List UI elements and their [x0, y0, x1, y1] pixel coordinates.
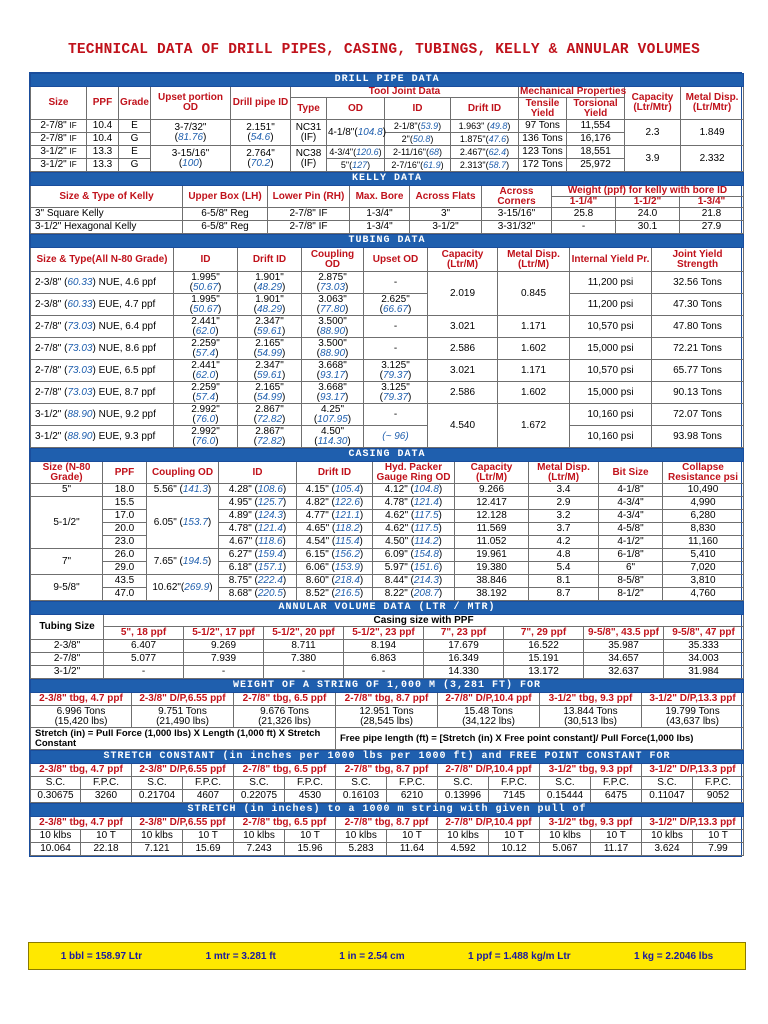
casing-band: CASING DATA [31, 449, 744, 462]
string-head: 2-3/8" D/P,6.55 ppf [132, 817, 234, 830]
annular-col-head: 9-5/8", 47 ppf [664, 627, 744, 640]
dp-h-capacity: Capacity (Ltr/Mtr) [625, 87, 681, 120]
string-head: 2-7/8" D/P,10.4 ppf [438, 817, 540, 830]
dp-h-pipe-id: Drill pipe ID [231, 87, 291, 120]
dp-h-tool-joint: Tool Joint Data [291, 87, 519, 98]
table-row: 3-1/2" - - - - 14.330 13.172 32.637 31.984 [31, 666, 744, 679]
weight-table: WEIGHT OF A STRING OF 1,000 M (3,281 FT) FOR 2-3/8" tbg, 4.7 ppf 2-3/8" D/P,6.55 ppf 2-7/8" tbg, 6.5 ppf 2-7/8" tbg, 8.7 ppf 2-7/8" D/P,10.4 ppf 3-1/2" tbg, 9.3 ppf 3-1/2" D/P,13.3 ppf 6.996 Tons (15,420 lbs) 9.751 Tons (21,490 lbs) 9.676 Tons (21,326 lbs) 12.951 Tons (28,545 lbs) 15.48 Tons (34,122 lbs) 13.844 Tons (30,513 lbs) 19.799 Tons (43,637 lbs) Stretch (in) = Pull Force (1,000 lbs) X Length (1,000 ft) X Stretch Constant Free pipe length (ft) = [Stretch (in) X Free point constant]/ Pull Force(1,000 lbs) [30, 679, 744, 750]
string-head: 2-7/8" tbg, 8.7 ppf [336, 693, 438, 706]
table-row: 47.0 8.68" (220.5) 8.52" (216.5) 8.22" (208.7) 38.192 8.7 8-1/2" 4,760 [31, 588, 744, 601]
table-row: 20.0 4.78" (121.4) 4.65" (118.2) 4.62" (117.5) 11.569 3.7 4-5/8" 8,830 [31, 523, 744, 536]
stretch-formula: Stretch (in) = Pull Force (1,000 lbs) X Length (1,000 ft) X Stretch Constant [31, 728, 336, 750]
table-row: 23.0 4.67" (118.6) 4.54" (115.4) 4.50" (114.2) 11.052 4.2 4-1/2" 11,160 [31, 536, 744, 549]
string-head: 2-7/8" tbg, 6.5 ppf [234, 817, 336, 830]
table-row: 3" Square Kelly 6-5/8" Reg 2-7/8" IF 1-3/4" 3" 3-15/16" 25.8 24.0 21.8 [31, 208, 744, 221]
free-point-formula: Free pipe length (ft) = [Stretch (in) X Free point constant]/ Pull Force(1,000 lbs) [336, 728, 744, 750]
dp-h-metal: Metal Disp. (Ltr/Mtr) [681, 87, 744, 120]
table-row: 2-7/8" (73.03) EUE, 8.7 ppf 2.259" (57.4) 2.165" (54.99) 3.668" (93.17) 3.125" (79.37) 2.586 1.602 15,000 psi 90.13 Tons [31, 382, 744, 404]
conversion-mtr: 1 mtr = 3.281 ft [205, 950, 276, 962]
kelly-band: KELLY DATA [31, 173, 744, 186]
table-row: 17.0 4.89" (124.3) 4.77" (121.1) 4.62" (117.5) 12.128 3.2 4-3/4" 6,280 [31, 510, 744, 523]
data-sheet [29, 72, 742, 857]
string-head: 3-1/2" D/P,13.3 ppf [642, 764, 744, 777]
table-row: 2-3/8" 6.407 9.269 8.711 8.194 17.679 16.522 35.987 35.333 [31, 640, 744, 653]
dp-h-upset: Upset portion OD [151, 87, 231, 120]
dp-h-tensile: Tensile Yield [519, 98, 567, 120]
annular-col-head: 5", 18 ppf [104, 627, 184, 640]
string-head: 2-3/8" tbg, 4.7 ppf [31, 693, 132, 706]
annular-col-head: 7", 29 ppf [504, 627, 584, 640]
stretch-1000-table: STRETCH (in inches) to a 1000 m string with given pull of 2-3/8" tbg, 4.7 ppf 2-3/8" D/P,6.55 ppf 2-7/8" tbg, 6.5 ppf 2-7/8" tbg, 8.7 ppf 2-7/8" D/P,10.4 ppf 3-1/2" tbg, 9.3 ppf 3-1/2" D/P,13.3 ppf 10 klbs 10 T 10 klbs 10 T 10 klbs 10 T 10 klbs 10 T 10 klbs 10 T 10 klbs 10 T 10 klbs 10 T 10.064 22.18 7.121 15.69 7.243 15.96 5.283 11.64 4.592 10.12 5.067 11.17 3.624 7.99 [30, 803, 744, 856]
dp-h-ppf: PPF [87, 87, 119, 120]
string-head: 2-3/8" tbg, 4.7 ppf [31, 764, 132, 777]
table-row: 2-3/8" (60.33) EUE, 4.7 ppf 1.995" (50.67) 1.901" (48.29) 3.063" (77.80) 2.625" (66.67) 11,200 psi 47.30 Tons [31, 294, 744, 316]
conversion-bbl: 1 bbl = 158.97 Ltr [60, 950, 143, 962]
table-row: 29.0 6.18" (157.1) 6.06" (153.9) 5.97" (151.6) 19.380 5.4 6" 7,020 [31, 562, 744, 575]
stretch-constant-table: STRETCH CONSTANT (in inches per 1000 lbs per 1000 ft) and FREE POINT CONSTANT FOR 2-3/8" tbg, 4.7 ppf 2-3/8" D/P,6.55 ppf 2-7/8" tbg, 6.5 ppf 2-7/8" tbg, 8.7 ppf 2-7/8" D/P,10.4 ppf 3-1/2" tbg, 9.3 ppf 3-1/2" D/P,13.3 ppf S.C. F.P.C. S.C. F.P.C. S.C. F.P.C. S.C. F.P.C. S.C. F.P.C. S.C. F.P.C. S.C. F.P.C. 0.30675 3260 0.21704 4607 0.22075 4530 0.16103 6210 0.13996 7145 0.15444 6475 0.11047 9052 [30, 750, 744, 803]
string-head: 2-3/8" D/P,6.55 ppf [132, 693, 234, 706]
annular-col-head: 5-1/2", 17 ppf [184, 627, 264, 640]
table-row: 3-1/2" Hexagonal Kelly 6-5/8" Reg 2-7/8" IF 1-3/4" 3-1/2" 3-31/32" - 30.1 27.9 [31, 221, 744, 234]
string-head: 3-1/2" D/P,13.3 ppf [642, 817, 744, 830]
weight-band: WEIGHT OF A STRING OF 1,000 M (3,281 FT) FOR [31, 680, 744, 693]
annular-col-head: 5-1/2", 23 ppf [344, 627, 424, 640]
string-head: 2-7/8" D/P,10.4 ppf [438, 764, 540, 777]
string-head: 2-3/8" tbg, 4.7 ppf [31, 817, 132, 830]
table-row: 3-1/2" (88.90) EUE, 9.3 ppf 2.992" (76.0) 2.867" (72.82) 4.50" (114.30) (~ 96) 10,160 psi 93.98 Tons [31, 426, 744, 448]
string-head: 2-7/8" tbg, 6.5 ppf [234, 764, 336, 777]
string-head: 3-1/2" tbg, 9.3 ppf [540, 764, 642, 777]
annular-table: ANNULAR VOLUME DATA (LTR / MTR) Tubing Size Casing size with PPF 5", 18 ppf 5-1/2", 17 ppf 5-1/2", 20 ppf 5-1/2", 23 ppf 7", 23 ppf 7", 29 ppf 9-5/8", 43.5 ppf 9-5/8", 47 ppf 2-3/8" 6.407 9.269 8.711 8.194 17.679 16.522 35.987 35.333 2-7/8" 5.077 7.939 7.380 6.863 16.349 15.191 34.657 34.003 3-1/2" - - - - 14.330 13.172 32.637 31.984 [30, 601, 744, 679]
stretch-1000-band: STRETCH (in inches) to a 1000 m string with given pull of [31, 804, 744, 817]
dp-h-drift: Drift ID [451, 98, 519, 120]
tubing-table: TUBING DATA Size & Type(All N-80 Grade) ID Drift ID Coupling OD Upset OD Capacity (Ltr/M) Metal Disp. (Ltr/M) Internal Yield Pr. Joint Yield Strength 2-3/8" (60.33) NUE, 4.6 ppf 1.995" (50.67) 1.901" (48.29) 2.875" (73.03) - 2.019 0.845 11,200 psi 32.56 Tons 2-3/8" (60.33) EUE, 4.7 ppf 1.995" (50.67) 1.901" (48.29) 3.063" (77.80) 2.625" (66.67) 11,200 psi 47.30 Tons 2-7/8" (73.03) NUE, 6.4 ppf 2.441" (62.0) 2.347" (59.61) 3.500" (88.90) - 3.021 1.171 10,570 psi 47.80 Tons 2-7/8" (73.03) NUE, 8.6 ppf 2.259" (57.4) 2.165" (54.99) 3.500" (88.90) - 2.586 1.602 15,000 psi 72.21 Tons 2-7/8" (73.03) EUE, 6.5 ppf 2.441" (62.0) 2.347" (59.61) 3.668" (93.17) 3.125" (79.37) 3.021 1.171 10,570 psi 65.77 Tons 2-7/8" (73.03) EUE, 8.7 ppf 2.259" (57.4) 2.165" (54.99) 3.668" (93.17) 3.125" (79.37) 2.586 1.602 15,000 psi 90.13 Tons 3-1/2" (88.90) NUE, 9.2 ppf 2.992" (76.0) 2.867" (72.82) 4.25" (107.95) - 4.540 1.672 10,160 psi 72.07 Tons 3-1/2" (88.90) EUE, 9.3 ppf 2.992" (76.0) 2.867" (72.82) 4.50" (114.30) (~ 96) 10,160 psi 93.98 Tons [30, 234, 744, 448]
table-row: 9-5/8" 43.5 10.62"(269.9) 8.75" (222.4) 8.60" (218.4) 8.44" (214.3) 38.846 8.1 8-5/8" 3,810 [31, 575, 744, 588]
tubing-band: TUBING DATA [31, 235, 744, 248]
kelly-h-size: Size & Type of Kelly [31, 186, 183, 208]
dp-h-od: OD [327, 98, 385, 120]
drill-pipe-table [30, 73, 744, 172]
conversion-kg: 1 kg = 2.2046 lbs [634, 950, 714, 962]
string-head: 2-7/8" tbg, 8.7 ppf [336, 764, 438, 777]
string-head: 3-1/2" tbg, 9.3 ppf [540, 693, 642, 706]
conversion-ppf: 1 ppf = 1.488 kg/m Ltr [468, 950, 571, 962]
table-row: 5-1/2" 15.5 6.05" (153.7) 4.95" (125.7) 4.82" (122.6) 4.78" (121.4) 12.417 2.9 4-3/4" 4,990 [31, 497, 744, 510]
dp-h-grade: Grade [119, 87, 151, 120]
annular-col-head: 9-5/8", 43.5 ppf [584, 627, 664, 640]
table-row: 2-7/8" (73.03) NUE, 8.6 ppf 2.259" (57.4) 2.165" (54.99) 3.500" (88.90) - 2.586 1.602 15,000 psi 72.21 Tons [31, 338, 744, 360]
dp-h-mech: Mechanical Properties [520, 86, 627, 97]
table-row: 2-7/8" (73.03) NUE, 6.4 ppf 2.441" (62.0) 2.347" (59.61) 3.500" (88.90) - 3.021 1.171 10,570 psi 47.80 Tons [31, 316, 744, 338]
string-head: 3-1/2" D/P,13.3 ppf [642, 693, 744, 706]
table-row: 3-1/2" IF 13.3 G 5"(127) 2-7/16"(61.9) 2.313"(58.7) 172 Tons 25,972 [31, 159, 744, 172]
drill-pipe-band: DRILL PIPE DATA [31, 74, 744, 87]
conversion-bar [28, 942, 746, 970]
annular-col-head: 5-1/2", 20 ppf [264, 627, 344, 640]
table-row: 5" 18.0 5.56" (141.3) 4.28" (108.6) 4.15" (105.4) 4.12" (104.8) 9.266 3.4 4-1/8" 10,490 [31, 484, 744, 497]
dp-h-id: ID [385, 98, 451, 120]
annular-col-head: 7", 23 ppf [424, 627, 504, 640]
casing-table: CASING DATA Size (N-80 Grade) PPF Coupling OD ID Drift ID Hyd. Packer Gauge Ring OD Capacity (Ltr/M) Metal Disp. (Ltr/M) Bit Size Collapse Resistance psi 5" 18.0 5.56" (141.3) 4.28" (108.6) 4.15" (105.4) 4.12" (104.8) 9.266 3.4 4-1/8" 10,490 5-1/2" 15.5 6.05" (153.7) 4.95" (125.7) 4.82" (122.6) 4.78" (121.4) 12.417 2.9 4-3/4" 4,990 17.0 4.89" (124.3) 4.77" (121.1) 4.62" (117.5) 12.128 3.2 4-3/4" 6,280 20.0 4.78" (121.4) 4.65" (118.2) 4.62" (117.5) 11.569 3.7 4-5/8" 8,830 23.0 4.67" (118.6) 4.54" (115.4) 4.50" (114.2) 11.052 4.2 4-1/2" 11,160 7" 26.0 7.65" (194.5) 6.27" (159.4) 6.15" (156.2) 6.09" (154.8) 19.961 4.8 6-1/8" 5,410 29.0 6.18" (157.1) 6.06" (153.9) 5.97" (151.6) 19.380 5.4 6" 7,020 9-5/8" 43.5 10.62"(269.9) 8.75" (222.4) 8.60" (218.4) 8.44" (214.3) 38.846 8.1 8-5/8" 3,810 47.0 8.68" (220.5) 8.52" (216.5) 8.22" (208.7) 38.192 8.7 8-1/2" 4,760 [30, 448, 744, 601]
table-row: 2-7/8" IF 10.4 E 3-7/32" (81.76) 2.151" (54.6) NC31 (IF) 4-1/8"(104.8) 2-1/8"(53.9) 1.963" (49.8) 97 Tons 11,554 2.3 1.849 [31, 120, 744, 133]
table-row: 3-1/2" (88.90) NUE, 9.2 ppf 2.992" (76.0) 2.867" (72.82) 4.25" (107.95) - 4.540 1.672 10,160 psi 72.07 Tons [31, 404, 744, 426]
table-row: 2-3/8" (60.33) NUE, 4.6 ppf 1.995" (50.67) 1.901" (48.29) 2.875" (73.03) - 2.019 0.845 11,200 psi 32.56 Tons [31, 272, 744, 294]
string-head: 3-1/2" tbg, 9.3 ppf [540, 817, 642, 830]
table-row: 2-7/8" IF 10.4 G 2"(50.8) 1.875"(47.6) 136 Tons 16,176 [31, 133, 744, 146]
conversion-in: 1 in = 2.54 cm [339, 950, 405, 962]
page-title: TECHNICAL DATA OF DRILL PIPES, CASING, TUBINGS, KELLY & ANNULAR VOLUMES [67, 42, 700, 58]
table-row: 3-1/2" IF 13.3 E 3-15/16" (100) 2.764" (70.2) NC38 (IF) 4-3/4"(120.6) 2-11/16"(68) 2.467"(62.4) 123 Tons 18,551 3.9 2.332 [31, 146, 744, 159]
kelly-table: KELLY DATA Size & Type of Kelly Upper Box (LH) Lower Pin (RH) Max. Bore Across Flats Across Corners Weight (ppf) for kelly with bore ID 1-1/4" 1-1/2" 1-3/4" 3" Square Kelly 6-5/8" Reg 2-7/8" IF 1-3/4" 3" 3-15/16" 25.8 24.0 21.8 3-1/2" Hexagonal Kelly 6-5/8" Reg 2-7/8" IF 1-3/4" 3-1/2" 3-31/32" - 30.1 27.9 [30, 172, 744, 234]
stretch-constant-band: STRETCH CONSTANT (in inches per 1000 lbs per 1000 ft) and FREE POINT CONSTANT FOR [31, 751, 744, 764]
dp-h-type: Type [291, 98, 327, 120]
string-head: 2-3/8" D/P,6.55 ppf [132, 764, 234, 777]
dp-h-size: Size [31, 87, 87, 120]
string-head: 2-7/8" D/P,10.4 ppf [438, 693, 540, 706]
table-row: 7" 26.0 7.65" (194.5) 6.27" (159.4) 6.15" (156.2) 6.09" (154.8) 19.961 4.8 6-1/8" 5,410 [31, 549, 744, 562]
table-row: 2-7/8" (73.03) EUE, 6.5 ppf 2.441" (62.0) 2.347" (59.61) 3.668" (93.17) 3.125" (79.37) 3.021 1.171 10,570 psi 65.77 Tons [31, 360, 744, 382]
string-head: 2-7/8" tbg, 6.5 ppf [234, 693, 336, 706]
string-head: 2-7/8" tbg, 8.7 ppf [336, 817, 438, 830]
dp-h-torsional: Torsional Yield [567, 98, 625, 120]
table-row: 2-7/8" 5.077 7.939 7.380 6.863 16.349 15.191 34.657 34.003 [31, 653, 744, 666]
annular-band: ANNULAR VOLUME DATA (LTR / MTR) [31, 602, 744, 615]
